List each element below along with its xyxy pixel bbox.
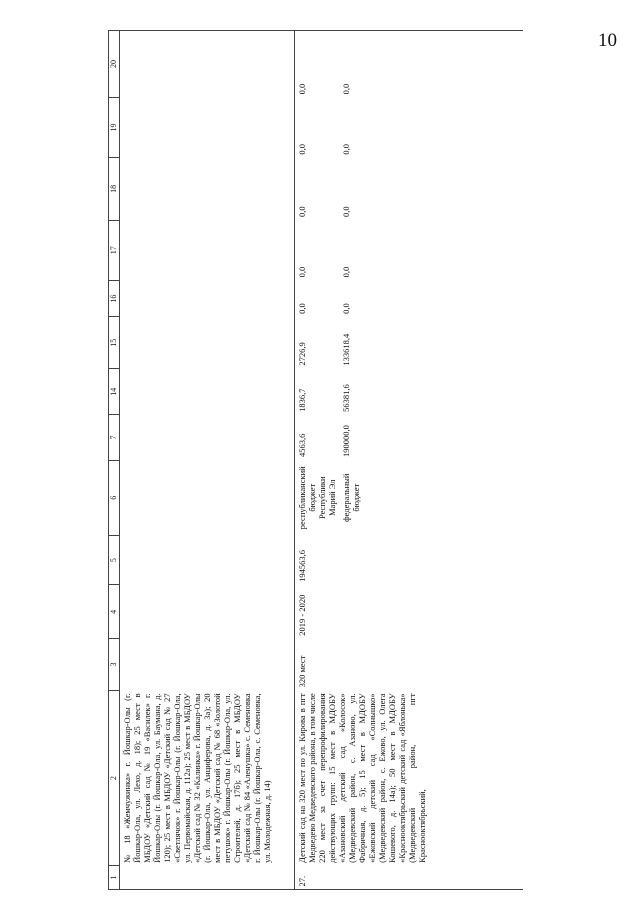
cell-c18: 0,0 bbox=[341, 206, 351, 218]
cell-c14: 56381,6 bbox=[341, 384, 351, 412]
header-row bbox=[109, 31, 120, 890]
cell-c16: 0,0 bbox=[341, 303, 351, 314]
header-cell-17: 17 bbox=[109, 220, 120, 280]
table-right-border bbox=[108, 30, 523, 31]
cell-c20: 0,0 bbox=[295, 31, 340, 98]
cell-c15: 133618,4 bbox=[341, 333, 351, 366]
header-cell-7: 7 bbox=[109, 415, 120, 460]
header-cell-15: 15 bbox=[109, 317, 120, 369]
capacity: 320 мест bbox=[295, 639, 520, 691]
page-number: 10 bbox=[598, 30, 617, 51]
cell-c16: 0,0 bbox=[295, 280, 340, 317]
table-left-border bbox=[108, 889, 523, 890]
header-cell-20: 20 bbox=[109, 31, 120, 98]
header-cell-6: 6 bbox=[109, 460, 120, 535]
table-row bbox=[120, 31, 295, 890]
cell-c14: 1836,7 bbox=[295, 369, 340, 415]
header-cell-4: 4 bbox=[109, 585, 120, 639]
header-cell-14: 14 bbox=[109, 369, 120, 415]
cell-c19: 0,0 bbox=[295, 97, 340, 157]
cell-c15: 2726,9 bbox=[295, 317, 340, 369]
cell-c18: 0,0 bbox=[295, 158, 340, 220]
cell-c20: 0,0 bbox=[341, 83, 351, 95]
budget-source-federal: федеральный бюджет bbox=[341, 473, 361, 522]
row-prev-description: № 18 «Жемчужинка» г. Йошкар-Олы (г. Йошкар-Ола, ул. Лехо, д. 18); 25 мест в МБДОУ «Детский сад № 19 «Василек» г. Йошкар-Олы (г. Йошкар-Ола, ул. Баумана, д. 120); 25 мест в МБДОУ «Детский сад № 27 «Светлячок» г. Йошкар-Олы (г. Йошкар-Ола, ул. Первомайская, д. 112а); 25 мест в МБДОУ «Детский сад № 32 «Калинка» г. Йошкар-Олы (г. Йошкар-Ола, ул. Анциферова, д. 3а); 20 мест в МБДОУ «Детский сад № 68 «Золотой петушок» г. Йошкар-Олы (г. Йошкар-Ола, ул. Строителей, д. 17б); 25 мест в МБДОУ «Детский сад № 84 «Аленушка» с. Семеновка г. Йошкар-Олы (г. Йошкар-Ола, с. Семеновка, ул. Молодежная, д. 14) bbox=[122, 693, 272, 863]
header-cell-16: 16 bbox=[109, 280, 120, 317]
cell-c17: 0,0 bbox=[295, 220, 340, 280]
budget-source-republic: республиканский бюджет Республики Марий Эл bbox=[295, 460, 340, 535]
budget-table bbox=[108, 30, 519, 890]
header-cell-19: 19 bbox=[109, 97, 120, 157]
row-number: 27. bbox=[295, 866, 520, 890]
header-cell-5: 5 bbox=[109, 535, 120, 585]
cell-c7: 4563,6 bbox=[295, 415, 340, 460]
table-row-27-budget1 bbox=[295, 31, 340, 890]
total-cost: 194563,6 bbox=[295, 535, 520, 585]
cell-c17: 0,0 bbox=[341, 266, 351, 278]
cell-c19: 0,0 bbox=[341, 144, 351, 155]
years: 2019 - 2020 bbox=[295, 585, 520, 639]
header-cell-3: 3 bbox=[109, 639, 120, 691]
header-cell-2: 2 bbox=[109, 690, 120, 865]
row-27-description: Детский сад на 320 мест по ул. Кирова в пгт Медведево Медведевского района, в том числе 220 мест за счет перепрофилирования действующих групп: 15 мест в МДОБУ «Азановский детский сад «Колосок» (Медведевский район, с. Азаново, ул. Фабричная, д. 5); 15 мест в МДОБУ «Ежовский детский сад «Солнышко» (Медведевский район, с. Ежово, ул. Олега Кошевого, д. 14а); 50 мест в МДОБУ «Краснооктябрьский детский сад «Яблонька» (Медведевский район, пгт Краснооктябрьский, bbox=[295, 690, 520, 865]
header-cell-1: 1 bbox=[109, 866, 120, 890]
cell-c7: 190000,0 bbox=[341, 425, 351, 458]
header-cell-18: 18 bbox=[109, 158, 120, 220]
rotated-table-container bbox=[108, 30, 628, 890]
